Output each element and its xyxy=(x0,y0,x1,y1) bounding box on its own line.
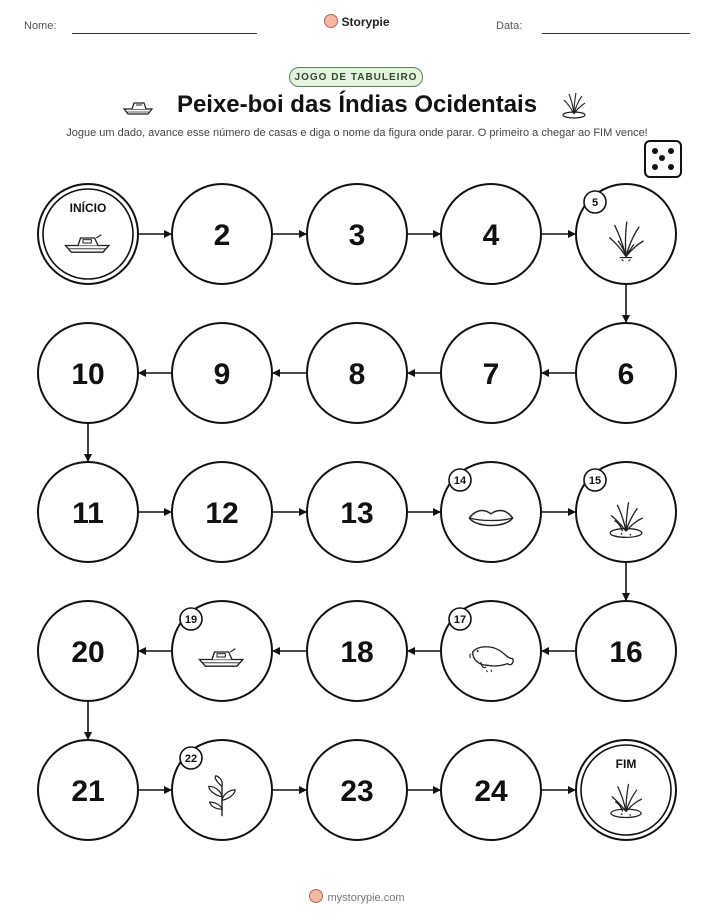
instructions: Jogue um dado, avance esse número de casas e diga o nome da figura onde parar. O primeiro a chegar ao FIM vence! xyxy=(66,127,648,139)
space-number: 3 xyxy=(348,219,366,252)
space-number: 21 xyxy=(71,775,105,808)
space-number-badge: 14 xyxy=(453,475,467,487)
board-space-10[interactable] xyxy=(38,323,138,423)
space-number: 11 xyxy=(72,497,104,530)
space-number: 20 xyxy=(71,636,105,669)
space-number: 18 xyxy=(340,636,374,669)
date-label: Data: xyxy=(496,20,523,32)
board-space-21[interactable] xyxy=(38,740,138,840)
space-number: 2 xyxy=(213,219,231,252)
space-number: 10 xyxy=(71,358,105,391)
space-number-badge: 17 xyxy=(453,614,467,626)
space-number-badge: 19 xyxy=(184,614,198,626)
board-space-2[interactable] xyxy=(172,184,272,284)
footer-url[interactable]: mystorypie.com xyxy=(327,892,405,904)
board-space-22[interactable] xyxy=(172,740,272,840)
space-number: 8 xyxy=(348,358,366,391)
space-number: 23 xyxy=(340,775,374,808)
board-space-18[interactable] xyxy=(307,601,407,701)
space-label: FIM xyxy=(615,757,637,771)
board-space-25[interactable] xyxy=(576,740,676,840)
space-number: 12 xyxy=(205,497,239,530)
board-space-8[interactable] xyxy=(307,323,407,423)
board-space-5[interactable] xyxy=(576,184,676,284)
space-number: 6 xyxy=(617,358,635,391)
board-space-16[interactable] xyxy=(576,601,676,701)
board-space-13[interactable] xyxy=(307,462,407,562)
space-number: 4 xyxy=(482,219,500,252)
board-space-19[interactable] xyxy=(172,601,272,701)
space-number: 9 xyxy=(213,358,231,391)
page-title: Peixe-boi das Índias Ocidentais xyxy=(176,91,538,118)
board-space-12[interactable] xyxy=(172,462,272,562)
space-number: 13 xyxy=(340,497,374,530)
storypie-face-icon xyxy=(309,889,323,903)
board-space-17[interactable] xyxy=(441,601,541,701)
board-space-11[interactable] xyxy=(38,462,138,562)
game-type-badge: JOGO DE TABULEIRO xyxy=(289,67,423,87)
board-space-23[interactable] xyxy=(307,740,407,840)
board-space-1[interactable] xyxy=(38,184,138,284)
board-space-9[interactable] xyxy=(172,323,272,423)
board-space-7[interactable] xyxy=(441,323,541,423)
board-space-20[interactable] xyxy=(38,601,138,701)
space-number: 16 xyxy=(609,636,643,669)
space-label: INÍCIO xyxy=(69,201,107,215)
name-label: Nome: xyxy=(24,20,57,32)
footer xyxy=(0,889,714,904)
board-space-3[interactable] xyxy=(307,184,407,284)
board-space-6[interactable] xyxy=(576,323,676,423)
space-number: 24 xyxy=(474,775,508,808)
brand-name: Storypie xyxy=(341,15,390,29)
space-number-badge: 15 xyxy=(588,475,602,487)
board-space-14[interactable] xyxy=(441,462,541,562)
space-number: 7 xyxy=(482,358,500,391)
space-number-badge: 5 xyxy=(591,197,599,209)
board-space-4[interactable] xyxy=(441,184,541,284)
board-space-24[interactable] xyxy=(441,740,541,840)
space-number-badge: 22 xyxy=(184,753,198,765)
board-space-15[interactable] xyxy=(576,462,676,562)
